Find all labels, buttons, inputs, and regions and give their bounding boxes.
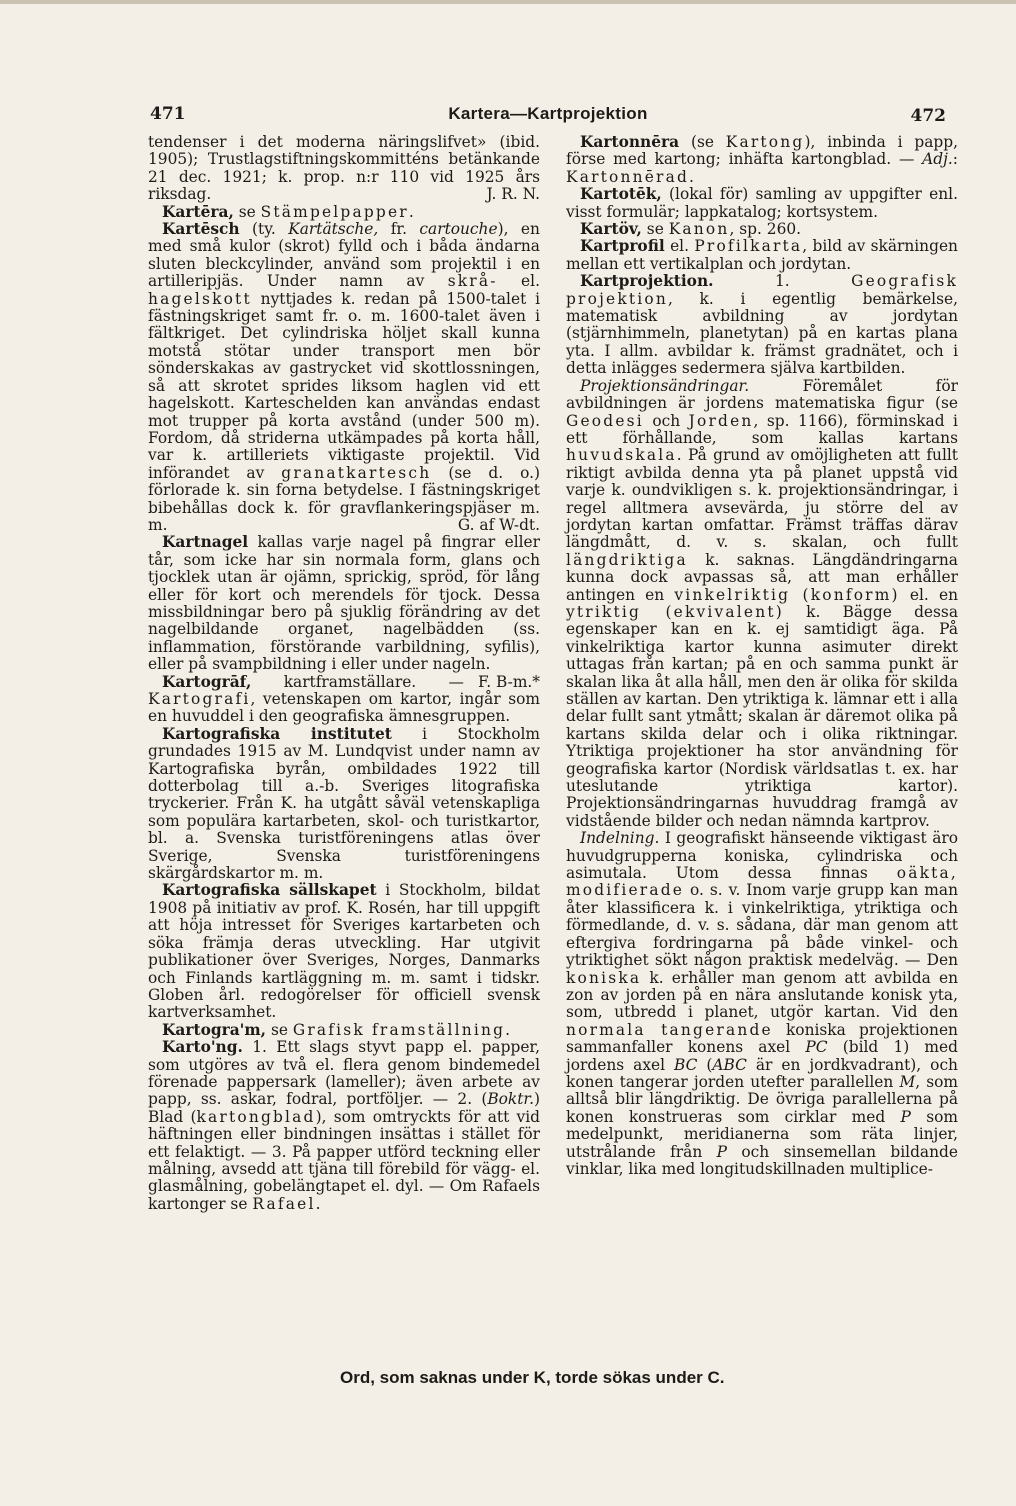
- author-signature: G. af W-dt.: [457, 515, 540, 534]
- headword: Kartogrāf,: [162, 672, 252, 691]
- entry-kartov: Kartöv, se Kanon, sp. 260.: [580, 220, 802, 239]
- headword: Kartogra'm,: [162, 1020, 267, 1039]
- section-heading: Indelning.: [580, 829, 660, 848]
- headword: Kartotēk,: [580, 185, 662, 204]
- headword: Karto'ng.: [162, 1038, 243, 1057]
- entry-continuation: tendenser i det moderna näringslifvet» (ibid. 1905); Trustlagstiftningskommitténs betänkande 21 dec. 1921; k. prop. n:r 110 vid 1925 års riksdag. J. R. N.: [148, 133, 540, 204]
- section-heading: Projektionsändringar.: [580, 376, 750, 395]
- entry-kartotek: Kartotēk, (lokal för) samling av uppgifter enl. visst formulär; lappkatalog; kortsystem.: [566, 185, 958, 221]
- headword: Kartnagel: [162, 533, 249, 552]
- page-number-left: 471: [150, 104, 186, 124]
- entry-kartonnera: Kartonnēra (se Kartong), inbinda i papp, förse med kartong; inhäfta kartongblad. — Adj.: Kartonnērad.: [566, 133, 958, 186]
- footer-note: Ord, som saknas under K, torde sökas under C.: [340, 1368, 725, 1387]
- entry-kartografiska-sallskapet: Kartografiska sällskapet i Stockholm, bildat 1908 på initiativ av prof. K. Rosén, har till uppgift att höja intresset för Sveriges kartarbeten och söka främja deras utveckling. Har utgivit publikationer över Sveriges, Norges, Danmarks och Finlands kartläggning m. m. samt i tidskr. Globen årl. redogörelser för officiell svensk kartverksamhet.: [148, 881, 540, 1022]
- section-projektionsandringar: Projektionsändringar. Föremålet för avbildningen är jordens matematiska figur (se Geodesi och Jorden, sp. 1166), förminskad i ett förhållande, som kallas kartans huvudskala. På grund av omöjligheten att fullt riktigt avbilda denna yta på planet uppstå vid varje k. oundvikligen s. k. projektionsändringar, i regel alltmera avsevärda, ju större del av jordytan kartan omfattar. Främst träffas därav längdmått, d. v. s. skalan, och fullt längdriktiga k. saknas. Längdändringarna kunna dock avpassas så, att man erhåller antingen en vinkelriktig (konform) el. en ytriktig (ekvivalent) k. Bägge dessa egenskaper kan en k. ej samtidigt äga. På vinkelriktiga kartor kunna asimuter direkt uttagas från kartan; på en och samma punkt är skalan lika åt alla håll, men den är olika för skilda ställen av kartan. Den ytriktiga k. lämnar ett i alla delar fullt sant ytmått; skalan är däremot olika på kartans skilda delar och i olika riktningar. Ytriktiga projektioner ha stor användning för geografiska kartor (Nordisk världsatlas t. ex. har uteslutande ytriktiga kartor). Projektionsändringarnas huvuddrag framgå av vidstående bilder och nedan nämnda kartprov.: [566, 376, 958, 830]
- author-signature: F. B-m.*: [477, 672, 540, 691]
- headword: Kartografiska institutet: [162, 724, 392, 743]
- entry-kartesch: Kartēsch (ty. Kartätsche, fr. cartouche), en med små kulor (skrot) fylld och i båda ändarna sluten bleckcylinder, använd som projektil i en artilleripjäs. Under namn av skrå- el. hagelskott nyttjades k. redan på 1500-talet i fästningskriget samt fr. o. m. 1600-talet även i fältkriget. Det cylindriska höljet skall kunna motstå stötar under transport men bör sönderskakas av gastrycket vid skottlossningen, så att skrotet sprides liksom haglen vid ett hagelskott. Karteschelden kan användas endast mot trupper på korta avstånd (under 500 m). Fordom, då striderna utkämpades på korta håll, var k. artilleriets viktigaste projektil. Vid införandet av granatkartesch (se d. o.) förlorade k. sin forna betydelse. I fästningskriget bibehållas dock k. för gravflankeringspjäser m. m. G. af W-dt.: [148, 220, 540, 534]
- entry-kartograf: Kartogrāf, kartframställare. — Kartografi, vetenskapen om kartor, ingår som en huvuddel i den geografiska ämnesgruppen.: [148, 672, 540, 726]
- headword: Kartēsch: [162, 220, 240, 239]
- cross-reference: Jorden: [688, 411, 754, 430]
- cross-reference: Rafael: [252, 1194, 316, 1213]
- section-indelning: Indelning. I geografiskt hänseende viktigast äro huvudgrupperna koniska, cylindriska och asimutala. Utom dessa finnas oäkta, modifierade o. s. v. Inom varje grupp kan man åter klassificera k. i vinkelriktiga, ytriktiga och förmedlande, d. v. s. sådana, där man genom att eftergiva fordringarna på både vinkel- och ytriktighet sökt någon praktisk medelväg. — Den koniska k. erhåller man genom att avbilda en zon av jorden på en nära anslutande konisk yta, som, utbredd i planet, utgör kartan. Vid den normala tangerande koniska projektionen sammanfaller konens axel PC (bild 1) med jordens axel BC (ABC är en jordkvadrant), och konen tangerar jorden utefter parallellen M, som alltså blir längdriktig. De övriga parallellerna på konen konstrueras som cirklar med P som medelpunkt, meridianerna som räta linjer, utstrålande från P och sinsemellan bildande vinklar, lika med longitudskillnaden multiplice-: [566, 829, 958, 1178]
- cross-reference: Geodesi: [566, 411, 644, 430]
- cross-reference: Kanon: [668, 220, 730, 239]
- headword: Kartprojektion.: [580, 272, 714, 291]
- headword: Kartēra,: [162, 202, 234, 221]
- entry-kartprojektion: Kartprojektion. 1. Geografisk projektion, k. i egentlig bemärkelse, matematisk avbildning av jordytan (stjärnhimmeln, planetytan) på en kartas plana yta. I allm. avbildar k. främst gradnätet, och i detta inlägges sedermera själva kartbilden.: [566, 272, 958, 378]
- cross-reference: granatkartesch: [281, 463, 432, 482]
- headword: Kartöv,: [580, 220, 642, 239]
- page-number-right: 472: [910, 106, 946, 126]
- running-head: Kartera—Kartprojektion: [448, 104, 648, 123]
- headword: Kartprofil: [580, 237, 665, 256]
- left-column: [148, 134, 540, 1213]
- headword: Kartografiska sällskapet: [162, 881, 377, 900]
- entry-kartografiska-institutet: Kartografiska institutet i Stockholm grundades 1915 av M. Lundqvist under namn av Kartografiska byrån, ombildades 1922 till dotterbolag till a.-b. Sveriges litografiska tryckerier. Från K. ha utgått såväl vetenskapliga som populära kartarbeten, skol- och turistkartor, bl. a. Svenska turistföreningens atlas över Sverige, Svenska turistföreningens skärgårdskartor m. m.: [148, 724, 540, 883]
- right-column: [566, 134, 958, 1178]
- page-top-edge: [0, 0, 1016, 4]
- page-header: [150, 92, 946, 132]
- entry-kartogram: Kartogra'm, se Grafisk framställning.: [162, 1020, 511, 1039]
- cross-reference: Grafisk framställning: [292, 1020, 506, 1039]
- headword: Kartonnēra: [580, 133, 680, 151]
- cross-reference: Kartong: [725, 133, 805, 151]
- entry-kartong: Karto'ng. 1. Ett slags styvt papp el. papper, som utgöres av två el. flera genom bindemedel förenade pappersark (lameller); även arbete av papp, ss. askar, fodral, portföljer. — 2. (Boktr.) Blad (kartongblad), som omtryckts för att vid häftningen eller bindningen insättas i stället för ett felaktigt. — 3. På papper utförd teckning eller målning, avsedd att tjäna till förebild för vägg- el. glasmålning, gobelängtapet el. dyl. — Om Rafaels kartonger se Rafael.: [148, 1038, 540, 1213]
- entry-kartnagel: Kartnagel kallas varje nagel på fingrar eller tår, som icke har sin normala form, glans och tjocklek utan är ojämn, sprickig, spröd, för lång eller för kort och merendels för tjock. Dessa missbildningar bero på sjuklig förändring av det nagelbildande organet, nagelbädden (ss. inflammation, förstörande varbildning, syfilis), eller på svampbildning i eller under nageln. F. B-m.*: [148, 533, 540, 691]
- cross-reference: Stämpelpapper: [260, 202, 409, 221]
- entry-kartprofil: Kartprofil el. Profilkarta, bild av skärningen mellan ett vertikalplan och jordytan.: [566, 237, 958, 273]
- author-signature: J. R. N.: [486, 185, 540, 204]
- entry-kartera: Kartēra, se Stämpelpapper.: [162, 202, 414, 221]
